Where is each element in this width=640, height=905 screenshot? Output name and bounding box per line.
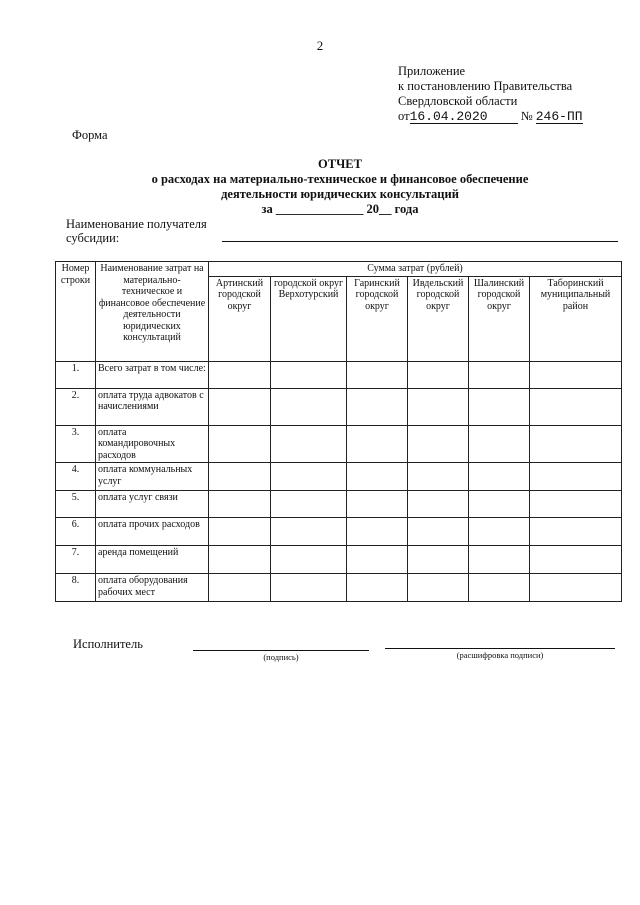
- amount-cell[interactable]: [347, 388, 408, 425]
- amount-cell[interactable]: [271, 361, 347, 388]
- signature-caption: (подпись): [263, 652, 299, 662]
- amount-cell[interactable]: [347, 574, 408, 602]
- amount-cell[interactable]: [271, 546, 347, 574]
- expense-name: оплата услуг связи: [96, 491, 209, 518]
- date-prefix: от: [398, 109, 410, 123]
- table-row: [56, 388, 622, 425]
- amount-cell[interactable]: [271, 574, 347, 602]
- number-prefix: №: [520, 109, 533, 123]
- expense-name: оплата командировочных расходов: [96, 425, 209, 463]
- amount-cell[interactable]: [271, 425, 347, 463]
- amount-cell[interactable]: [530, 425, 622, 463]
- header-district: городской округ Верхотурский: [271, 276, 347, 361]
- amount-cell[interactable]: [530, 574, 622, 602]
- amount-cell[interactable]: [209, 546, 271, 574]
- amount-cell[interactable]: [347, 491, 408, 518]
- report-subtitle-1: о расходах на материально-техническое и финансовое обеспечение: [151, 172, 529, 186]
- amount-cell[interactable]: [408, 546, 469, 574]
- amount-cell[interactable]: [347, 546, 408, 574]
- amount-cell[interactable]: [408, 388, 469, 425]
- row-number: 7.: [56, 546, 96, 574]
- amount-cell[interactable]: [271, 388, 347, 425]
- amount-cell[interactable]: [347, 361, 408, 388]
- amount-cell[interactable]: [530, 491, 622, 518]
- amount-cell[interactable]: [469, 518, 530, 546]
- table-row: [56, 518, 622, 546]
- amount-cell[interactable]: [408, 425, 469, 463]
- amount-cell[interactable]: [469, 574, 530, 602]
- expenses-table: [55, 261, 622, 602]
- report-subtitle-2: деятельности юридических консультаций: [221, 187, 459, 201]
- table-row: [56, 574, 622, 602]
- row-number: 6.: [56, 518, 96, 546]
- expense-name: аренда помещений: [96, 546, 209, 574]
- header-district: Шалинский городской округ: [469, 276, 530, 361]
- header-district: Ивдельский городской округ: [408, 276, 469, 361]
- amount-cell[interactable]: [209, 388, 271, 425]
- resolution-number: 246-ПП: [535, 109, 583, 124]
- amount-cell[interactable]: [209, 463, 271, 491]
- expense-name: оплата прочих расходов: [96, 518, 209, 546]
- recipient-label-line-2: субсидии:: [66, 231, 120, 245]
- appendix-line-2: к постановлению Правительства: [398, 79, 573, 93]
- row-number: 4.: [56, 463, 96, 491]
- amount-cell[interactable]: [271, 491, 347, 518]
- amount-cell[interactable]: [469, 425, 530, 463]
- recipient-label-line-1: Наименование получателя: [66, 217, 207, 231]
- expense-name: Всего затрат в том числе:: [96, 361, 209, 388]
- row-number: 5.: [56, 491, 96, 518]
- amount-cell[interactable]: [408, 463, 469, 491]
- appendix-line-1: Приложение: [398, 64, 466, 78]
- header-district: Гаринский городской округ: [347, 276, 408, 361]
- amount-cell[interactable]: [347, 518, 408, 546]
- row-number: 1.: [56, 361, 96, 388]
- amount-cell[interactable]: [530, 361, 622, 388]
- row-number: 2.: [56, 388, 96, 425]
- resolution-date: 16.04.2020: [410, 110, 518, 124]
- table-row: [56, 361, 622, 388]
- signature-line: [193, 650, 369, 651]
- amount-cell[interactable]: [469, 361, 530, 388]
- table-row: [56, 491, 622, 518]
- amount-cell[interactable]: [271, 518, 347, 546]
- form-label: Форма: [72, 128, 108, 142]
- amount-cell[interactable]: [408, 491, 469, 518]
- expense-name: оплата коммунальных услуг: [96, 463, 209, 491]
- amount-cell[interactable]: [530, 388, 622, 425]
- executor-label: Исполнитель: [73, 637, 143, 651]
- amount-cell[interactable]: [209, 518, 271, 546]
- header-expense-name: Наименование затрат на материально-техническое и финансовое обеспечение деятельности юридических консультаций: [96, 262, 209, 362]
- report-title: ОТЧЕТ: [318, 157, 362, 171]
- amount-cell[interactable]: [469, 388, 530, 425]
- header-sum: Сумма затрат (рублей): [209, 262, 622, 277]
- decoding-caption: (расшифровка подписи): [456, 650, 544, 660]
- recipient-fill-line: [222, 241, 618, 242]
- amount-cell[interactable]: [209, 361, 271, 388]
- amount-cell[interactable]: [408, 361, 469, 388]
- amount-cell[interactable]: [209, 425, 271, 463]
- recipient-label: [66, 217, 207, 245]
- header-row-number: Номер строки: [56, 262, 96, 362]
- amount-cell[interactable]: [408, 574, 469, 602]
- header-district: Артинский городской округ: [209, 276, 271, 361]
- amount-cell[interactable]: [209, 574, 271, 602]
- expense-name: оплата оборудования рабочих мест: [96, 574, 209, 602]
- appendix-date-line: [398, 109, 583, 124]
- table-row: [56, 463, 622, 491]
- table-row: [56, 546, 622, 574]
- page-number: 2: [316, 38, 324, 53]
- expense-name: оплата труда адвокатов с начислениями: [96, 388, 209, 425]
- table-row: [56, 425, 622, 463]
- header-district: Таборинский муниципальный район: [530, 276, 622, 361]
- amount-cell[interactable]: [271, 463, 347, 491]
- row-number: 3.: [56, 425, 96, 463]
- appendix-block: [398, 64, 583, 124]
- amount-cell[interactable]: [347, 463, 408, 491]
- appendix-line-3: Свердловской области: [398, 94, 518, 108]
- amount-cell[interactable]: [347, 425, 408, 463]
- amount-cell[interactable]: [469, 463, 530, 491]
- amount-cell[interactable]: [469, 491, 530, 518]
- amount-cell[interactable]: [469, 546, 530, 574]
- row-number: 8.: [56, 574, 96, 602]
- amount-cell[interactable]: [408, 518, 469, 546]
- amount-cell[interactable]: [530, 463, 622, 491]
- amount-cell[interactable]: [209, 491, 271, 518]
- decoding-line: [385, 648, 615, 649]
- amount-cell[interactable]: [530, 518, 622, 546]
- report-period: за ______________ 20__ года: [261, 202, 419, 216]
- amount-cell[interactable]: [530, 546, 622, 574]
